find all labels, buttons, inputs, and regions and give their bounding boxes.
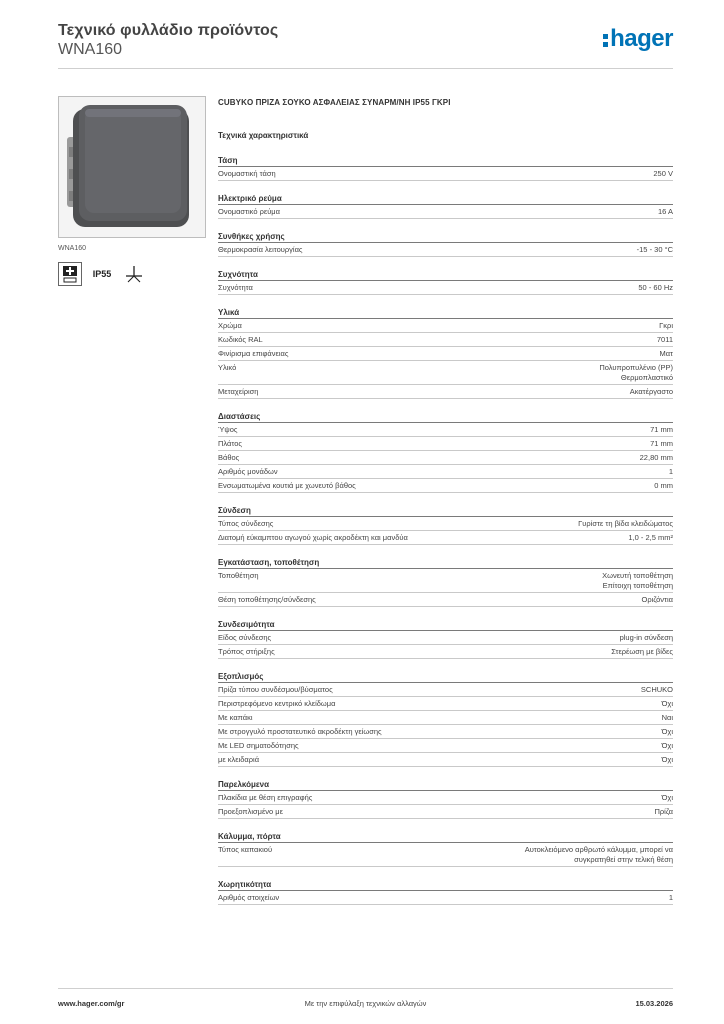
spec-label: Βάθος: [218, 453, 240, 462]
spec-label: Κωδικός RAL: [218, 335, 263, 344]
section-title: Συχνότητα: [218, 270, 673, 281]
hager-logo: [603, 26, 673, 52]
spec-label: Μεταχείριση: [218, 387, 259, 396]
spec-value: 1,0 - 2,5 mm²: [628, 533, 673, 542]
spec-row: [218, 385, 673, 399]
spec-value: Ματ: [659, 349, 673, 358]
spec-label: Ύψος: [218, 425, 238, 434]
spec-value: 71 mm: [650, 439, 673, 448]
spec-label: Πλάτος: [218, 439, 243, 448]
spec-label: Αριθμός στοιχείων: [218, 893, 280, 902]
spec-row: [218, 281, 673, 295]
certification-badges: [58, 262, 208, 286]
spec-value: Όχι: [661, 699, 673, 708]
spec-value: -15 - 30 °C: [636, 245, 673, 254]
spec-row: [218, 361, 673, 385]
header-divider: [58, 68, 673, 69]
spec-value: Όχι: [661, 755, 673, 764]
earthing-symbol-icon: [122, 262, 146, 286]
page-footer: [58, 988, 673, 1008]
spec-row: [218, 423, 673, 437]
spec-label: Θερμοκρασία λειτουργίας: [218, 245, 303, 254]
spec-row: [218, 805, 673, 819]
spec-row: [218, 243, 673, 257]
spec-row: [218, 645, 673, 659]
spec-value: Γκρι: [659, 321, 673, 330]
spec-label: Ονομαστικό ρεύμα: [218, 207, 280, 216]
spec-label: Τύπος καπακιού: [218, 845, 273, 854]
spec-row: [218, 891, 673, 905]
spec-value: Όχι: [661, 727, 673, 736]
spec-label: Τρόπος στήριξης: [218, 647, 275, 656]
spec-section: [218, 270, 673, 295]
spec-value: 71 mm: [650, 425, 673, 434]
spec-value: 7011: [656, 335, 673, 344]
product-image: [58, 96, 206, 238]
spec-section: [218, 832, 673, 867]
spec-row: [218, 569, 673, 593]
section-title: Συνδεσιμότητα: [218, 620, 673, 631]
spec-row: [218, 753, 673, 767]
spec-section: [218, 672, 673, 767]
spec-label: Πρίζα τύπου συνδέσμου/βύσματος: [218, 685, 333, 694]
spec-section: [218, 506, 673, 545]
spec-value: 0 mm: [654, 481, 673, 490]
section-title: Διαστάσεις: [218, 412, 673, 423]
section-title: Τάση: [218, 156, 673, 167]
spec-section: [218, 558, 673, 607]
spec-section: [218, 232, 673, 257]
tech-specs-heading: Τεχνικά χαρακτηριστικά: [218, 131, 309, 140]
product-title: CUBYKO ΠΡΙΖΑ ΣΟΥΚΟ ΑΣΦΑΛΕΙΑΣ ΣΥΝΑΡΜ/ΝΗ IP55 ΓΚΡΙ: [218, 98, 451, 107]
spec-value: 50 - 60 Hz: [638, 283, 673, 292]
spec-value: Ναι: [661, 713, 673, 722]
spec-label: Ονομαστική τάση: [218, 169, 276, 178]
section-title: Κάλυμμα, πόρτα: [218, 832, 673, 843]
product-code: WNA160: [58, 41, 123, 58]
spec-row: [218, 791, 673, 805]
section-title: Παρελκόμενα: [218, 780, 673, 791]
left-column: [58, 96, 208, 286]
footer-date: 15.03.2026: [635, 999, 673, 1008]
spec-value: plug-in σύνδεση: [619, 633, 673, 642]
spec-section: [218, 194, 673, 219]
spec-label: Χρώμα: [218, 321, 242, 330]
spec-row: [218, 205, 673, 219]
spec-value: 250 V: [653, 169, 673, 178]
spec-value: Όχι: [661, 741, 673, 750]
logo-text: hager: [610, 25, 673, 52]
spec-value: Αυτοκλειόμενο αρθρωτό κάλυμμα, μπορεί να συγκρατηθεί στην τελική θέση: [524, 845, 673, 864]
spec-value: Πρίζα: [654, 807, 673, 816]
spec-label: Πλακίδια με θέση επιγραφής: [218, 793, 313, 802]
section-title: Ηλεκτρικό ρεύμα: [218, 194, 673, 205]
spec-value: Όχι: [661, 793, 673, 802]
spec-value: Ακατέργαστο: [629, 387, 673, 396]
spec-label: Θέση τοποθέτησης/σύνδεσης: [218, 595, 316, 604]
spec-label: Φινίρισμα επιφάνειας: [218, 349, 289, 358]
image-caption: WNA160: [58, 245, 87, 252]
spec-label: Συχνότητα: [218, 283, 253, 292]
spec-value: Χωνευτή τοποθέτηση Επίτοιχη τοποθέτηση: [602, 571, 673, 590]
spec-value: Γυρίστε τη βίδα κλειδώματος: [578, 519, 673, 528]
spec-row: [218, 683, 673, 697]
spec-row: [218, 725, 673, 739]
spec-row: [218, 333, 673, 347]
logo-colon-icon: [603, 29, 609, 49]
spec-row: [218, 739, 673, 753]
spec-row: [218, 843, 673, 867]
spec-label: Τοποθέτηση: [218, 571, 259, 580]
section-title: Συνθήκες χρήσης: [218, 232, 673, 243]
spec-label: Διατομή εύκαμπτου αγωγού χωρίς ακροδέκτη και μανδύα: [218, 533, 408, 542]
spec-label: Με στρογγυλό προστατευτικό ακροδέκτη γείωσης: [218, 727, 382, 736]
spec-value: 1: [668, 893, 673, 902]
spec-row: [218, 347, 673, 361]
spec-row: [218, 479, 673, 493]
section-title: Σύνδεση: [218, 506, 673, 517]
spec-section: [218, 308, 673, 399]
spec-label: Τύπος σύνδεσης: [218, 519, 274, 528]
spec-row: [218, 465, 673, 479]
spec-row: [218, 593, 673, 607]
socket-illustration: [59, 97, 206, 238]
spec-label: Προεξοπλισμένο με: [218, 807, 283, 816]
spec-label: Με καπάκι: [218, 713, 253, 722]
spec-label: Είδος σύνδεσης: [218, 633, 272, 642]
section-title: Εξοπλισμός: [218, 672, 673, 683]
spec-label: Με LED σηματοδότησης: [218, 741, 299, 750]
spec-label: Περιστρεφόμενο κεντρικό κλείδωμα: [218, 699, 336, 708]
spec-value: SCHUKO: [640, 685, 673, 694]
spec-section: [218, 620, 673, 659]
spec-row: [218, 631, 673, 645]
spec-row: [218, 711, 673, 725]
footer-website-link[interactable]: www.hager.com/gr: [58, 999, 125, 1008]
spec-sections: [218, 156, 673, 905]
spec-value: Στερέωση με βίδες: [611, 647, 673, 656]
spec-section: [218, 156, 673, 181]
spec-row: [218, 517, 673, 531]
spec-value: Οριζόντια: [641, 595, 673, 604]
spec-row: [218, 437, 673, 451]
spec-label: Αριθμός μονάδων: [218, 467, 278, 476]
spec-label: Ενσωματωμένα κουτιά με χωνευτό βάθος: [218, 481, 356, 490]
page-header: [58, 22, 673, 70]
spec-row: [218, 451, 673, 465]
spec-label: Υλικό: [218, 363, 237, 372]
footer-notice: Με την επιφύλαξη τεχνικών αλλαγών: [304, 999, 427, 1008]
protection-class-icon: [58, 262, 82, 286]
spec-section: [218, 880, 673, 905]
spec-label: με κλειδαριά: [218, 755, 260, 764]
section-title: Υλικά: [218, 308, 673, 319]
spec-value: 1: [668, 467, 673, 476]
spec-value: Πολυπροπυλένιο (PP) Θερμοπλαστικό: [599, 363, 673, 382]
section-title: Εγκατάσταση, τοποθέτηση: [218, 558, 673, 569]
spec-row: [218, 167, 673, 181]
spec-value: 22,80 mm: [639, 453, 673, 462]
section-title: Χωρητικότητα: [218, 880, 673, 891]
spec-section: [218, 412, 673, 493]
spec-row: [218, 531, 673, 545]
spec-row: [218, 319, 673, 333]
spec-row: [218, 697, 673, 711]
specifications-column: [218, 98, 673, 905]
document-title: Τεχνικό φυλλάδιο προϊόντος: [58, 22, 279, 39]
spec-section: [218, 780, 673, 819]
ip-rating-badge: IP55: [92, 269, 112, 279]
spec-value: 16 A: [657, 207, 673, 216]
